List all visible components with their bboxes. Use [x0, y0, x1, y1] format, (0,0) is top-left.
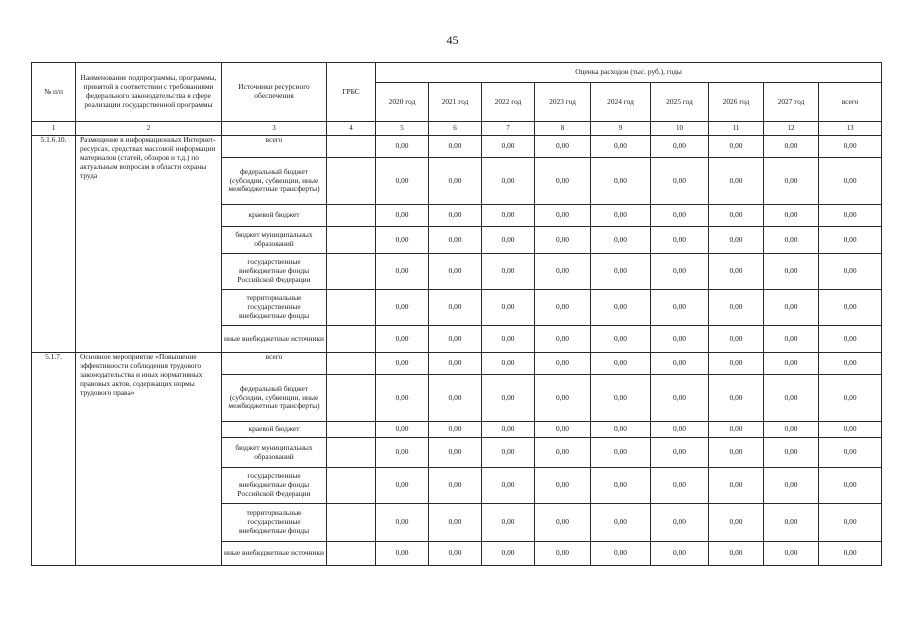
value-cell: 0,00: [376, 326, 429, 353]
value-cell: 0,00: [651, 438, 709, 468]
value-cell: 0,00: [376, 158, 429, 205]
column-number: 7: [482, 122, 535, 136]
column-numbers-row: [32, 122, 882, 136]
value-cell: 0,00: [709, 504, 764, 542]
value-cell: 0,00: [709, 136, 764, 158]
value-cell: 0,00: [429, 290, 482, 326]
value-cell: 0,00: [482, 158, 535, 205]
grbs-cell: [327, 422, 376, 438]
value-cell: 0,00: [651, 205, 709, 227]
value-cell: 0,00: [651, 353, 709, 375]
header-year: 2022 год: [482, 83, 535, 122]
column-number: 5: [376, 122, 429, 136]
grbs-cell: [327, 438, 376, 468]
source-cell: территориальные государственные внебюджетные фонды: [222, 290, 327, 326]
value-cell: 0,00: [651, 468, 709, 504]
grbs-cell: [327, 353, 376, 375]
column-number: 3: [222, 122, 327, 136]
source-cell: федеральный бюджет (субсидии, субвенции, иные межбюджетные трансферты): [222, 375, 327, 422]
value-cell: 0,00: [376, 254, 429, 290]
value-cell: 0,00: [819, 468, 882, 504]
source-cell: бюджет муниципальных образований: [222, 438, 327, 468]
value-cell: 0,00: [819, 504, 882, 542]
budget-table: [31, 62, 882, 566]
value-cell: 0,00: [819, 290, 882, 326]
column-number: 6: [429, 122, 482, 136]
value-cell: 0,00: [535, 136, 591, 158]
header-year: 2020 год: [376, 83, 429, 122]
value-cell: 0,00: [429, 542, 482, 566]
value-cell: 0,00: [651, 254, 709, 290]
value-cell: 0,00: [535, 290, 591, 326]
value-cell: 0,00: [651, 136, 709, 158]
item-name: Размещение в информационных Интернет-ресурсах, средствах массовой информации материалов (статей, обзоров и т.д.) по актуальным вопросам в области охраны труда: [76, 136, 222, 353]
value-cell: 0,00: [591, 326, 651, 353]
value-cell: 0,00: [651, 290, 709, 326]
value-cell: 0,00: [376, 353, 429, 375]
column-number: 2: [76, 122, 222, 136]
value-cell: 0,00: [764, 422, 819, 438]
header-year: 2021 год: [429, 83, 482, 122]
value-cell: 0,00: [764, 353, 819, 375]
value-cell: 0,00: [376, 136, 429, 158]
value-cell: 0,00: [429, 326, 482, 353]
column-number: 10: [651, 122, 709, 136]
value-cell: 0,00: [429, 375, 482, 422]
header-year: 2027 год: [764, 83, 819, 122]
value-cell: 0,00: [591, 136, 651, 158]
header-year: 2026 год: [709, 83, 764, 122]
header-year: всего: [819, 83, 882, 122]
value-cell: 0,00: [535, 468, 591, 504]
value-cell: 0,00: [591, 158, 651, 205]
value-cell: 0,00: [429, 468, 482, 504]
value-cell: 0,00: [651, 158, 709, 205]
value-cell: 0,00: [429, 136, 482, 158]
value-cell: 0,00: [535, 326, 591, 353]
value-cell: 0,00: [709, 468, 764, 504]
value-cell: 0,00: [376, 468, 429, 504]
value-cell: 0,00: [535, 542, 591, 566]
source-cell: территориальные государственные внебюджетные фонды: [222, 504, 327, 542]
value-cell: 0,00: [482, 438, 535, 468]
grbs-cell: [327, 468, 376, 504]
value-cell: 0,00: [482, 205, 535, 227]
value-cell: 0,00: [429, 353, 482, 375]
column-number: 11: [709, 122, 764, 136]
header-grbs: ГРБС: [327, 63, 376, 122]
item-code: 5.1.7.: [32, 353, 76, 566]
value-cell: 0,00: [535, 158, 591, 205]
value-cell: 0,00: [591, 254, 651, 290]
value-cell: 0,00: [651, 326, 709, 353]
value-cell: 0,00: [764, 136, 819, 158]
value-cell: 0,00: [376, 227, 429, 254]
value-cell: 0,00: [819, 542, 882, 566]
table-row: [32, 353, 882, 375]
grbs-cell: [327, 227, 376, 254]
value-cell: 0,00: [709, 375, 764, 422]
value-cell: 0,00: [482, 468, 535, 504]
value-cell: 0,00: [482, 504, 535, 542]
value-cell: 0,00: [709, 438, 764, 468]
value-cell: 0,00: [535, 375, 591, 422]
table-row: [32, 136, 882, 158]
source-cell: всего: [222, 353, 327, 375]
value-cell: 0,00: [819, 136, 882, 158]
grbs-cell: [327, 205, 376, 227]
value-cell: 0,00: [591, 205, 651, 227]
source-cell: государственные внебюджетные фонды Российской Федерации: [222, 254, 327, 290]
source-cell: иные внебюджетные источники: [222, 326, 327, 353]
value-cell: 0,00: [764, 254, 819, 290]
value-cell: 0,00: [709, 158, 764, 205]
header-year: 2023 год: [535, 83, 591, 122]
value-cell: 0,00: [819, 205, 882, 227]
value-cell: 0,00: [482, 254, 535, 290]
value-cell: 0,00: [764, 438, 819, 468]
value-cell: 0,00: [591, 438, 651, 468]
value-cell: 0,00: [482, 227, 535, 254]
value-cell: 0,00: [376, 205, 429, 227]
value-cell: 0,00: [591, 353, 651, 375]
value-cell: 0,00: [651, 375, 709, 422]
grbs-cell: [327, 375, 376, 422]
value-cell: 0,00: [429, 422, 482, 438]
value-cell: 0,00: [819, 227, 882, 254]
header-year: 2024 год: [591, 83, 651, 122]
value-cell: 0,00: [535, 227, 591, 254]
source-cell: иные внебюджетные источники: [222, 542, 327, 566]
grbs-cell: [327, 136, 376, 158]
value-cell: 0,00: [591, 227, 651, 254]
value-cell: 0,00: [376, 438, 429, 468]
value-cell: 0,00: [482, 136, 535, 158]
value-cell: 0,00: [429, 438, 482, 468]
header-no: № п/п: [32, 63, 76, 122]
item-name: Основное мероприятие «Повышение эффективности соблюдения трудового законодательства и иных нормативных правовых актов, содержащих нормы трудового права»: [76, 353, 222, 566]
value-cell: 0,00: [591, 504, 651, 542]
header-estimate: Оценка расходов (тыс. руб.), годы: [376, 63, 882, 83]
value-cell: 0,00: [709, 542, 764, 566]
value-cell: 0,00: [482, 542, 535, 566]
value-cell: 0,00: [591, 468, 651, 504]
column-number: 12: [764, 122, 819, 136]
value-cell: 0,00: [764, 227, 819, 254]
value-cell: 0,00: [591, 542, 651, 566]
value-cell: 0,00: [651, 542, 709, 566]
value-cell: 0,00: [429, 254, 482, 290]
value-cell: 0,00: [819, 326, 882, 353]
header-year: 2025 год: [651, 83, 709, 122]
value-cell: 0,00: [764, 326, 819, 353]
header-sources: Источники ресурсного обеспечения: [222, 63, 327, 122]
value-cell: 0,00: [376, 290, 429, 326]
value-cell: 0,00: [429, 504, 482, 542]
value-cell: 0,00: [764, 468, 819, 504]
value-cell: 0,00: [482, 326, 535, 353]
value-cell: 0,00: [429, 227, 482, 254]
value-cell: 0,00: [429, 158, 482, 205]
grbs-cell: [327, 158, 376, 205]
value-cell: 0,00: [764, 375, 819, 422]
value-cell: 0,00: [482, 375, 535, 422]
value-cell: 0,00: [709, 205, 764, 227]
value-cell: 0,00: [482, 422, 535, 438]
value-cell: 0,00: [535, 353, 591, 375]
value-cell: 0,00: [709, 290, 764, 326]
value-cell: 0,00: [376, 422, 429, 438]
value-cell: 0,00: [482, 290, 535, 326]
page-number: 45: [446, 33, 459, 47]
value-cell: 0,00: [651, 504, 709, 542]
value-cell: 0,00: [819, 353, 882, 375]
column-number: 9: [591, 122, 651, 136]
value-cell: 0,00: [764, 290, 819, 326]
column-number: 13: [819, 122, 882, 136]
grbs-cell: [327, 542, 376, 566]
value-cell: 0,00: [709, 254, 764, 290]
source-cell: краевой бюджет: [222, 422, 327, 438]
grbs-cell: [327, 290, 376, 326]
value-cell: 0,00: [764, 205, 819, 227]
value-cell: 0,00: [535, 205, 591, 227]
source-cell: государственные внебюджетные фонды Российской Федерации: [222, 468, 327, 504]
source-cell: всего: [222, 136, 327, 158]
header-name: Наименование подпрограммы, программы, принятой в соответствии с требованиями федерального законодательства в сфере реализации государственной программы: [76, 63, 222, 122]
value-cell: 0,00: [651, 227, 709, 254]
value-cell: 0,00: [651, 422, 709, 438]
source-cell: федеральный бюджет (субсидии, субвенции, иные межбюджетные трансферты): [222, 158, 327, 205]
value-cell: 0,00: [376, 504, 429, 542]
value-cell: 0,00: [709, 326, 764, 353]
value-cell: 0,00: [819, 375, 882, 422]
grbs-cell: [327, 504, 376, 542]
value-cell: 0,00: [764, 158, 819, 205]
value-cell: 0,00: [709, 227, 764, 254]
column-number: 8: [535, 122, 591, 136]
value-cell: 0,00: [591, 375, 651, 422]
value-cell: 0,00: [819, 438, 882, 468]
value-cell: 0,00: [482, 353, 535, 375]
grbs-cell: [327, 254, 376, 290]
value-cell: 0,00: [376, 542, 429, 566]
value-cell: 0,00: [709, 422, 764, 438]
grbs-cell: [327, 326, 376, 353]
value-cell: 0,00: [429, 205, 482, 227]
value-cell: 0,00: [376, 375, 429, 422]
column-number: 4: [327, 122, 376, 136]
value-cell: 0,00: [591, 290, 651, 326]
value-cell: 0,00: [819, 254, 882, 290]
source-cell: бюджет муниципальных образований: [222, 227, 327, 254]
header-row-1: [32, 63, 882, 83]
value-cell: 0,00: [764, 542, 819, 566]
value-cell: 0,00: [535, 422, 591, 438]
item-code: 5.1.6.10.: [32, 136, 76, 353]
value-cell: 0,00: [535, 438, 591, 468]
value-cell: 0,00: [591, 422, 651, 438]
value-cell: 0,00: [764, 504, 819, 542]
value-cell: 0,00: [535, 254, 591, 290]
value-cell: 0,00: [819, 422, 882, 438]
value-cell: 0,00: [819, 158, 882, 205]
value-cell: 0,00: [535, 504, 591, 542]
source-cell: краевой бюджет: [222, 205, 327, 227]
value-cell: 0,00: [709, 353, 764, 375]
column-number: 1: [32, 122, 76, 136]
